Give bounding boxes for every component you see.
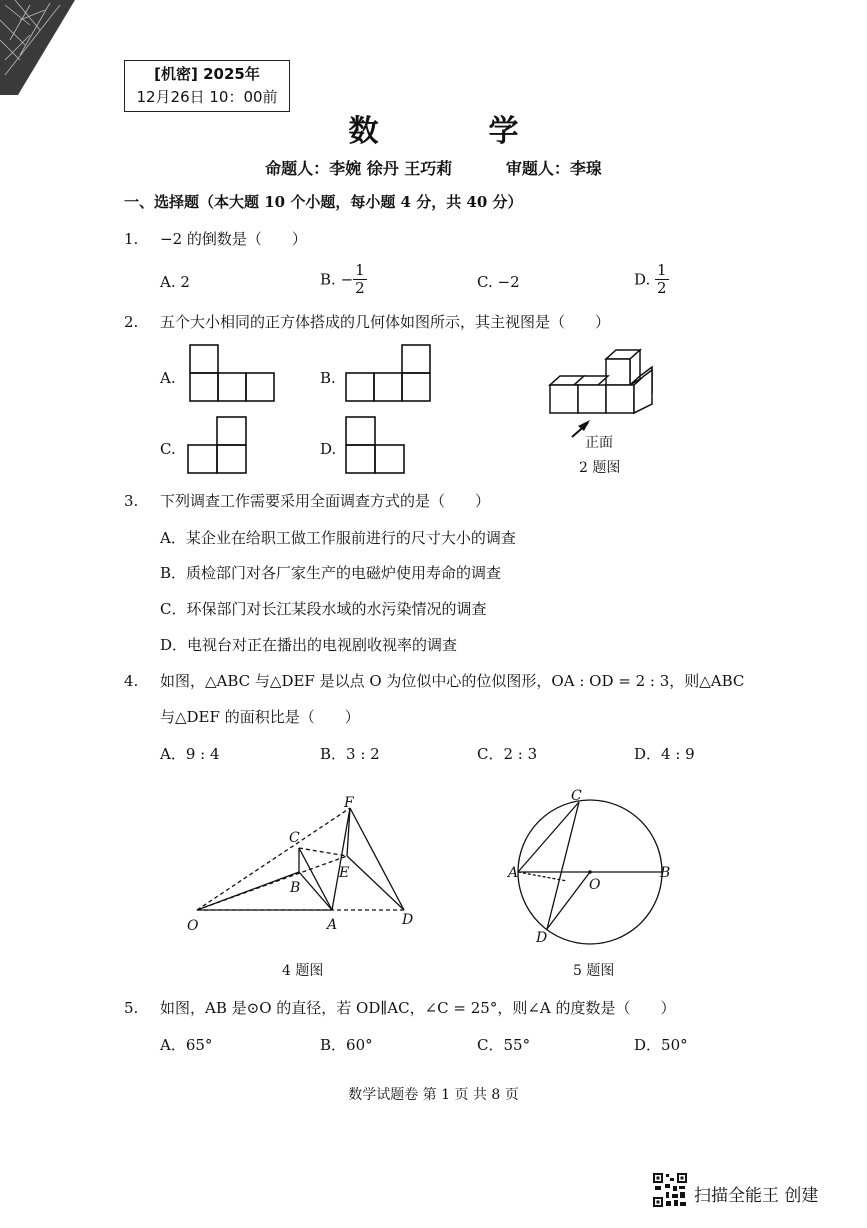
- q5-label-a: A: [508, 865, 519, 881]
- section-heading: 一、选择题（本大题 10 个小题，每小题 4 分，共 40 分）: [124, 193, 523, 211]
- q3-number: 3.: [124, 492, 139, 510]
- reviewer: 审题人：李瑔: [505, 159, 602, 178]
- q1-text: −2 的倒数是（ ）: [160, 230, 307, 248]
- q1-b-denominator: 2: [355, 279, 365, 297]
- q1-number: 1.: [124, 230, 139, 248]
- q1-option-b: [320, 262, 367, 297]
- q2-d-label: D.: [320, 440, 337, 458]
- q2-option-c-figure: [186, 415, 250, 477]
- q4-label-e: E: [339, 865, 350, 881]
- q5-option-b: B．60°: [320, 1036, 373, 1054]
- q5-label-d: D: [536, 930, 548, 946]
- q2-number: 2.: [124, 313, 139, 331]
- q2-front-label: 正面: [585, 435, 613, 451]
- q4-text-line2: 与△DEF 的面积比是（ ）: [160, 708, 360, 726]
- q1-c-value: −2: [497, 273, 520, 291]
- q5-label-o: O: [589, 877, 601, 893]
- q5-caption: 5 题图: [573, 963, 615, 979]
- q2-b-label: B.: [320, 369, 336, 387]
- q2-c-label: C.: [160, 440, 176, 458]
- q1-a-value: 2: [180, 273, 190, 291]
- q4-label-f: F: [344, 795, 354, 811]
- q4-label-b: B: [290, 880, 301, 896]
- qr-code-icon: [652, 1172, 688, 1208]
- q4-label-o: O: [187, 918, 199, 934]
- q2-text: 五个大小相同的正方体搭成的几何体如图所示，其主视图是（ ）: [160, 313, 611, 331]
- q1-a-label: A.: [160, 273, 176, 291]
- q5-text: 如图，AB 是⊙O 的直径，若 OD∥AC，∠C = 25°，则∠A 的度数是（ ）: [160, 999, 676, 1017]
- q2-option-d-figure: [344, 415, 408, 477]
- q4-number: 4.: [124, 672, 139, 690]
- q5-option-a: A．65°: [160, 1036, 213, 1054]
- confidential-box: [124, 60, 290, 112]
- q3-option-d: D．电视台对正在播出的电视剧收视率的调查: [160, 636, 458, 654]
- q4-figure: [180, 790, 430, 940]
- authors-line: [0, 156, 867, 179]
- q5-figure: [505, 785, 675, 950]
- authors: 命题人：李婉 徐丹 王巧莉: [265, 159, 453, 178]
- q2-option-b-figure: [344, 343, 434, 405]
- page-footer: 数学试题卷 第 1 页 共 8 页: [348, 1087, 519, 1103]
- q3-option-a: A．某企业在给职工做工作服前进行的尺寸大小的调查: [160, 529, 516, 547]
- q3-option-b: B．质检部门对各厂家生产的电磁炉使用寿命的调查: [160, 564, 502, 582]
- confidential-line1: [机密] 2025年: [154, 65, 260, 83]
- q1-d-numerator: 1: [657, 261, 667, 279]
- q4-option-a: A．9 : 4: [160, 745, 220, 763]
- q1-b-label: B.: [320, 270, 336, 289]
- q4-option-b: B．3 : 2: [320, 745, 380, 763]
- q1-d-fraction: [655, 262, 669, 297]
- corner-decoration: [0, 0, 80, 95]
- q2-caption: 2 题图: [579, 460, 621, 476]
- q1-d-denominator: 2: [657, 279, 667, 297]
- page-title: 数 学: [348, 114, 559, 149]
- q4-label-c: C: [289, 830, 300, 846]
- q1-b-sign: −: [340, 270, 354, 289]
- q1-option-a: [160, 272, 190, 292]
- q5-option-d: D．50°: [634, 1036, 688, 1054]
- q4-label-d: D: [402, 912, 414, 928]
- q5-label-b: B: [660, 865, 671, 881]
- q1-c-label: C.: [477, 273, 493, 291]
- q5-number: 5.: [124, 999, 139, 1017]
- scanner-watermark: 扫描全能王 创建: [694, 1186, 819, 1206]
- q4-label-a: A: [327, 917, 338, 933]
- q1-option-d: [634, 262, 669, 297]
- q4-option-d: D．4 : 9: [634, 745, 695, 763]
- q3-option-c: C．环保部门对长江某段水域的水污染情况的调查: [160, 600, 487, 618]
- q3-text: 下列调查工作需要采用全面调查方式的是（ ）: [160, 492, 491, 510]
- q4-caption: 4 题图: [282, 963, 324, 979]
- q4-text-line1: 如图，△ABC 与△DEF 是以点 O 为位似中心的位似图形，OA : OD = 2 : 3，则△ABC: [160, 672, 745, 690]
- q1-b-fraction: [353, 262, 367, 297]
- q2-option-a-figure: [188, 343, 278, 405]
- q1-b-numerator: 1: [355, 261, 365, 279]
- q2-a-label: A.: [160, 369, 176, 387]
- q4-option-c: C．2 : 3: [477, 745, 538, 763]
- confidential-line2: 12月26日 10：00前: [136, 88, 278, 106]
- q1-option-c: [477, 272, 520, 292]
- q2-solid-figure: [540, 345, 670, 445]
- q5-option-c: C．55°: [477, 1036, 531, 1054]
- q5-label-c: C: [571, 788, 582, 804]
- q1-d-label: D.: [634, 270, 651, 289]
